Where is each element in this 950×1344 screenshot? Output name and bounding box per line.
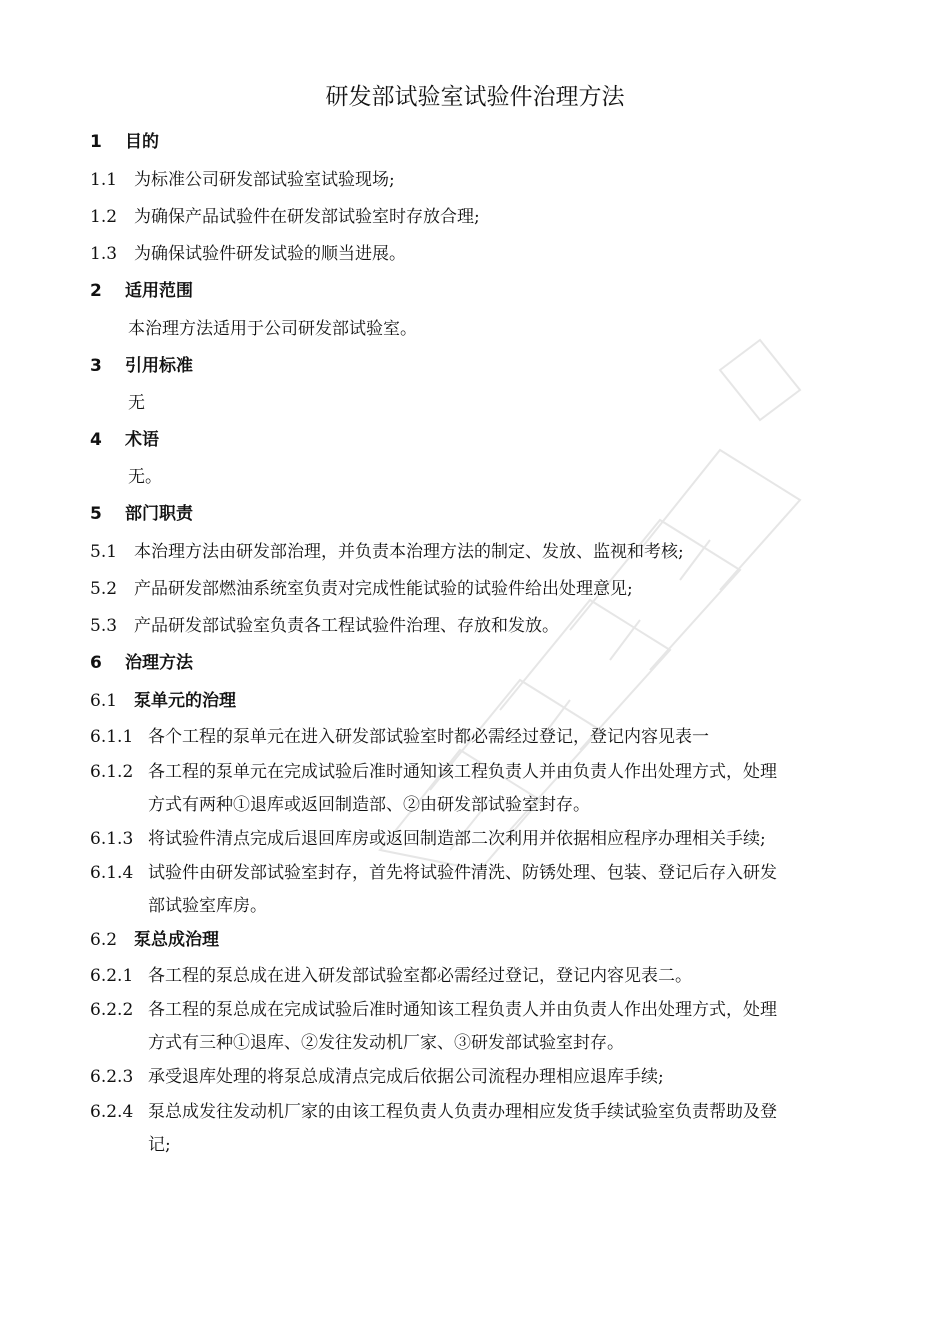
sub-heading-6-1: [90, 686, 236, 711]
section-number: 4: [90, 430, 102, 450]
section-number: 6: [90, 653, 102, 673]
item-text: 本治理方法由研发部治理，并负责本治理方法的制定、发放、监视和考核;: [134, 542, 684, 562]
list-item-6-2-3: [90, 1062, 664, 1087]
document-title: 研发部试验室试验件治理方法: [325, 84, 625, 110]
list-item-5-2: [90, 574, 633, 599]
list-item-6-1-2: [90, 757, 777, 782]
item-text: 承受退库处理的将泵总成清点完成后依据公司流程办理相应退库手续;: [148, 1067, 664, 1087]
item-text: 试验件由研发部试验室封存，首先将试验件清洗、防锈处理、包装、登记后存入研发: [148, 863, 777, 883]
item-number: 5.1: [90, 542, 118, 562]
section-heading-1: [90, 127, 159, 152]
item-text: 产品研发部燃油系统室负责对完成性能试验的试验件给出处理意见;: [134, 579, 633, 599]
item-text: 各工程的泵总成在进入研发部试验室都必需经过登记，登记内容见表二。: [148, 966, 692, 986]
section-number: 3: [90, 356, 102, 376]
item-number: 6.2.1: [90, 966, 134, 986]
item-number: 5.2: [90, 579, 118, 599]
item-number: 1.1: [90, 170, 118, 190]
section-number: 1: [90, 132, 102, 152]
sub-heading-number: 6.2: [90, 930, 118, 950]
item-number: 6.1.4: [90, 863, 134, 883]
item-number: 1.3: [90, 244, 118, 264]
list-item-5-3: [90, 611, 559, 636]
item-number: 5.3: [90, 616, 118, 636]
section-heading-2: [90, 276, 193, 301]
paragraph: 无。: [128, 467, 162, 487]
section-heading-5: [90, 499, 193, 524]
section-text: 适用范围: [125, 281, 193, 301]
list-item-6-1-1: [90, 722, 709, 747]
section-text: 术语: [125, 430, 159, 450]
list-item-6-2-4: [90, 1097, 777, 1122]
section-text: 目的: [125, 132, 159, 152]
item-text: 产品研发部试验室负责各工程试验件治理、存放和发放。: [134, 616, 559, 636]
section-heading-6: [90, 648, 193, 673]
section-text: 部门职责: [125, 504, 193, 524]
item-number: 6.2.2: [90, 1000, 134, 1020]
item-text: 为确保产品试验件在研发部试验室时存放合理;: [134, 207, 480, 227]
sub-heading-text: 泵总成治理: [134, 930, 219, 950]
item-continuation: 部试验室库房。: [148, 896, 267, 916]
item-number: 1.2: [90, 207, 118, 227]
item-text: 为确保试验件研发试验的顺当进展。: [134, 244, 406, 264]
item-text: 各工程的泵单元在完成试验后准时通知该工程负责人并由负责人作出处理方式，处理: [148, 762, 777, 782]
item-continuation: 方式有两种①退库或返回制造部、②由研发部试验室封存。: [148, 795, 590, 815]
paragraph: 本治理方法适用于公司研发部试验室。: [128, 319, 417, 339]
section-number: 5: [90, 504, 102, 524]
item-number: 6.1.3: [90, 829, 134, 849]
item-continuation: 方式有三种①退库、②发往发动机厂家、③研发部试验室封存。: [148, 1033, 624, 1053]
list-item-5-1: [90, 537, 684, 562]
list-item-6-2-2: [90, 995, 777, 1020]
item-number: 6.2.3: [90, 1067, 134, 1087]
section-heading-4: [90, 425, 159, 450]
item-continuation: 记;: [148, 1135, 171, 1155]
item-text: 将试验件清点完成后退回库房或返回制造部二次利用并依据相应程序办理相关手续;: [148, 829, 766, 849]
sub-heading-number: 6.1: [90, 691, 118, 711]
item-text: 为标准公司研发部试验室试验现场;: [134, 170, 395, 190]
list-item-6-1-3: [90, 824, 766, 849]
item-number: 6.1.2: [90, 762, 134, 782]
section-number: 2: [90, 281, 102, 301]
item-number: 6.2.4: [90, 1102, 134, 1122]
list-item-1-3: [90, 239, 406, 264]
section-text: 治理方法: [125, 653, 193, 673]
section-heading-3: [90, 351, 193, 376]
paragraph: 无: [128, 393, 145, 413]
item-text: 泵总成发往发动机厂家的由该工程负责人负责办理相应发货手续试验室负责帮助及登: [148, 1102, 777, 1122]
item-text: 各个工程的泵单元在进入研发部试验室时都必需经过登记，登记内容见表一: [148, 727, 709, 747]
list-item-6-2-1: [90, 961, 692, 986]
item-number: 6.1.1: [90, 727, 134, 747]
sub-heading-text: 泵单元的治理: [134, 691, 236, 711]
list-item-1-1: [90, 165, 395, 190]
sub-heading-6-2: [90, 925, 219, 950]
list-item-6-1-4: [90, 858, 777, 883]
section-text: 引用标准: [125, 356, 193, 376]
list-item-1-2: [90, 202, 480, 227]
item-text: 各工程的泵总成在完成试验后准时通知该工程负责人并由负责人作出处理方式，处理: [148, 1000, 777, 1020]
